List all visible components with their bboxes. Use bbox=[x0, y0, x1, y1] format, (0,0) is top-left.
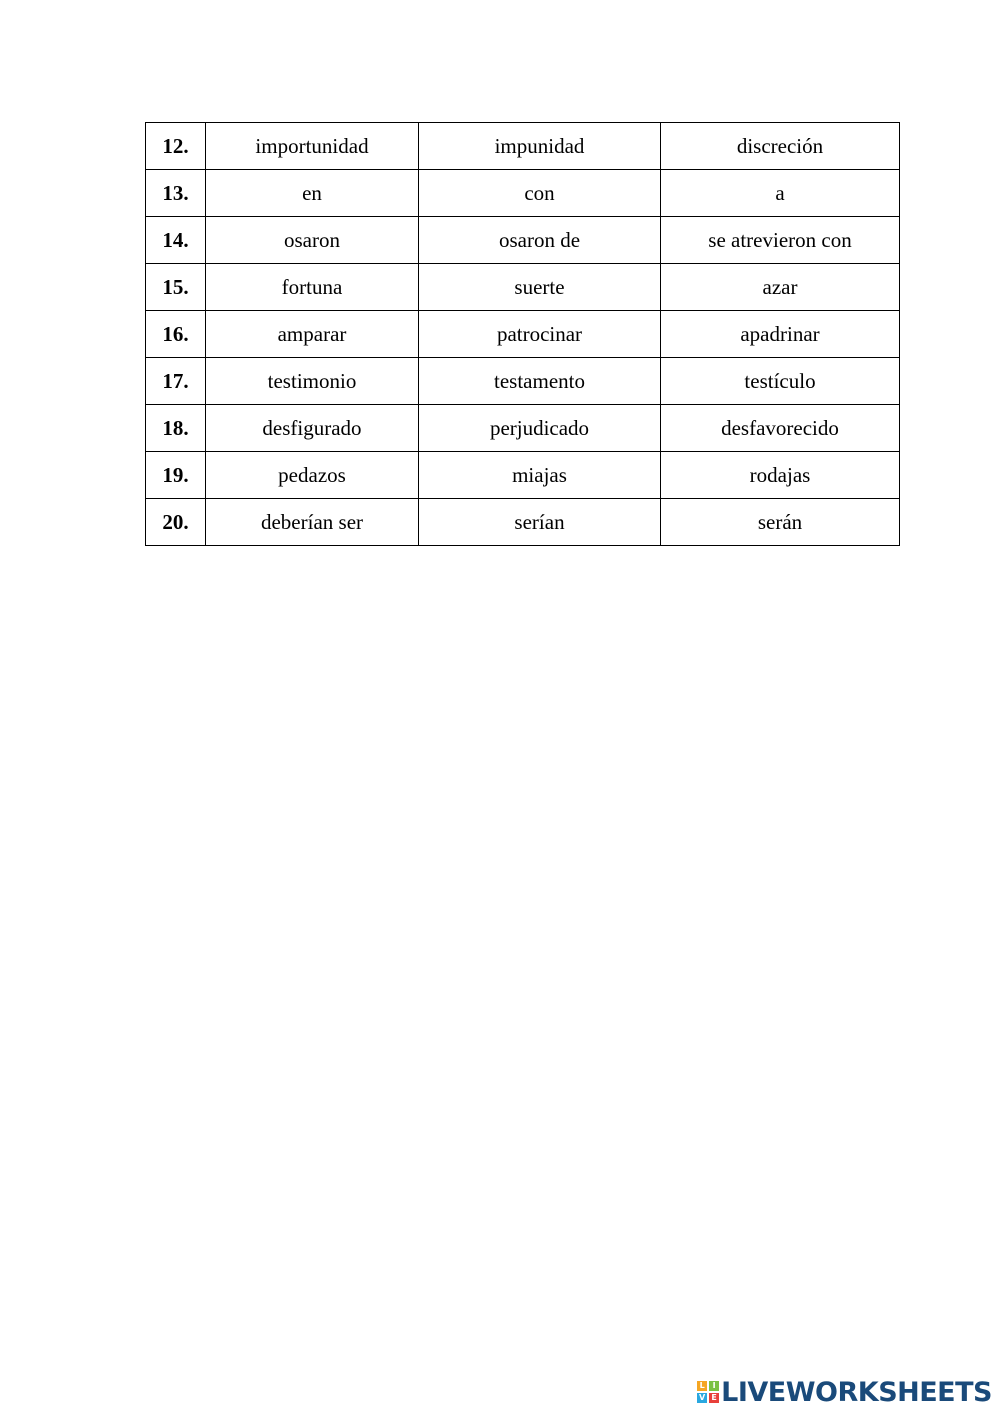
item-number: 17. bbox=[146, 358, 206, 405]
item-number: 13. bbox=[146, 170, 206, 217]
option-cell: testículo bbox=[661, 358, 900, 405]
option-cell: desfigurado bbox=[206, 405, 419, 452]
option-cell: osaron bbox=[206, 217, 419, 264]
option-cell: en bbox=[206, 170, 419, 217]
option-cell: rodajas bbox=[661, 452, 900, 499]
table-row bbox=[146, 123, 900, 170]
table-row bbox=[146, 264, 900, 311]
option-cell: desfavorecido bbox=[661, 405, 900, 452]
table-row bbox=[146, 405, 900, 452]
option-cell: serían bbox=[419, 499, 661, 546]
item-number: 12. bbox=[146, 123, 206, 170]
option-cell: pedazos bbox=[206, 452, 419, 499]
table-row bbox=[146, 170, 900, 217]
table-row bbox=[146, 217, 900, 264]
option-cell: fortuna bbox=[206, 264, 419, 311]
item-number: 16. bbox=[146, 311, 206, 358]
item-number: 15. bbox=[146, 264, 206, 311]
logo-tile-l: L bbox=[697, 1381, 707, 1391]
table-row bbox=[146, 499, 900, 546]
option-cell: azar bbox=[661, 264, 900, 311]
liveworksheets-logo-icon bbox=[697, 1381, 719, 1403]
option-cell: patrocinar bbox=[419, 311, 661, 358]
option-cell: se atrevieron con bbox=[661, 217, 900, 264]
option-cell: a bbox=[661, 170, 900, 217]
option-cell: perjudicado bbox=[419, 405, 661, 452]
option-cell: importunidad bbox=[206, 123, 419, 170]
option-cell: testimonio bbox=[206, 358, 419, 405]
option-cell: discreción bbox=[661, 123, 900, 170]
logo-tile-v: V bbox=[699, 1393, 706, 1402]
table-row bbox=[146, 358, 900, 405]
item-number: 18. bbox=[146, 405, 206, 452]
option-cell: amparar bbox=[206, 311, 419, 358]
table-row bbox=[146, 452, 900, 499]
logo-tile-i: I bbox=[709, 1381, 719, 1391]
brand-text: LIVEWORKSHEETS bbox=[721, 1376, 992, 1408]
option-cell: serán bbox=[661, 499, 900, 546]
logo-tile-e: E bbox=[709, 1393, 719, 1403]
option-cell: miajas bbox=[419, 452, 661, 499]
option-cell: deberían ser bbox=[206, 499, 419, 546]
item-number: 14. bbox=[146, 217, 206, 264]
item-number: 19. bbox=[146, 452, 206, 499]
option-cell: suerte bbox=[419, 264, 661, 311]
liveworksheets-logo bbox=[697, 1377, 992, 1407]
item-number: 20. bbox=[146, 499, 206, 546]
table-row bbox=[146, 311, 900, 358]
option-cell: osaron de bbox=[419, 217, 661, 264]
option-cell: con bbox=[419, 170, 661, 217]
option-cell: testamento bbox=[419, 358, 661, 405]
option-cell: apadrinar bbox=[661, 311, 900, 358]
answer-options-table bbox=[145, 122, 900, 546]
option-cell: impunidad bbox=[419, 123, 661, 170]
